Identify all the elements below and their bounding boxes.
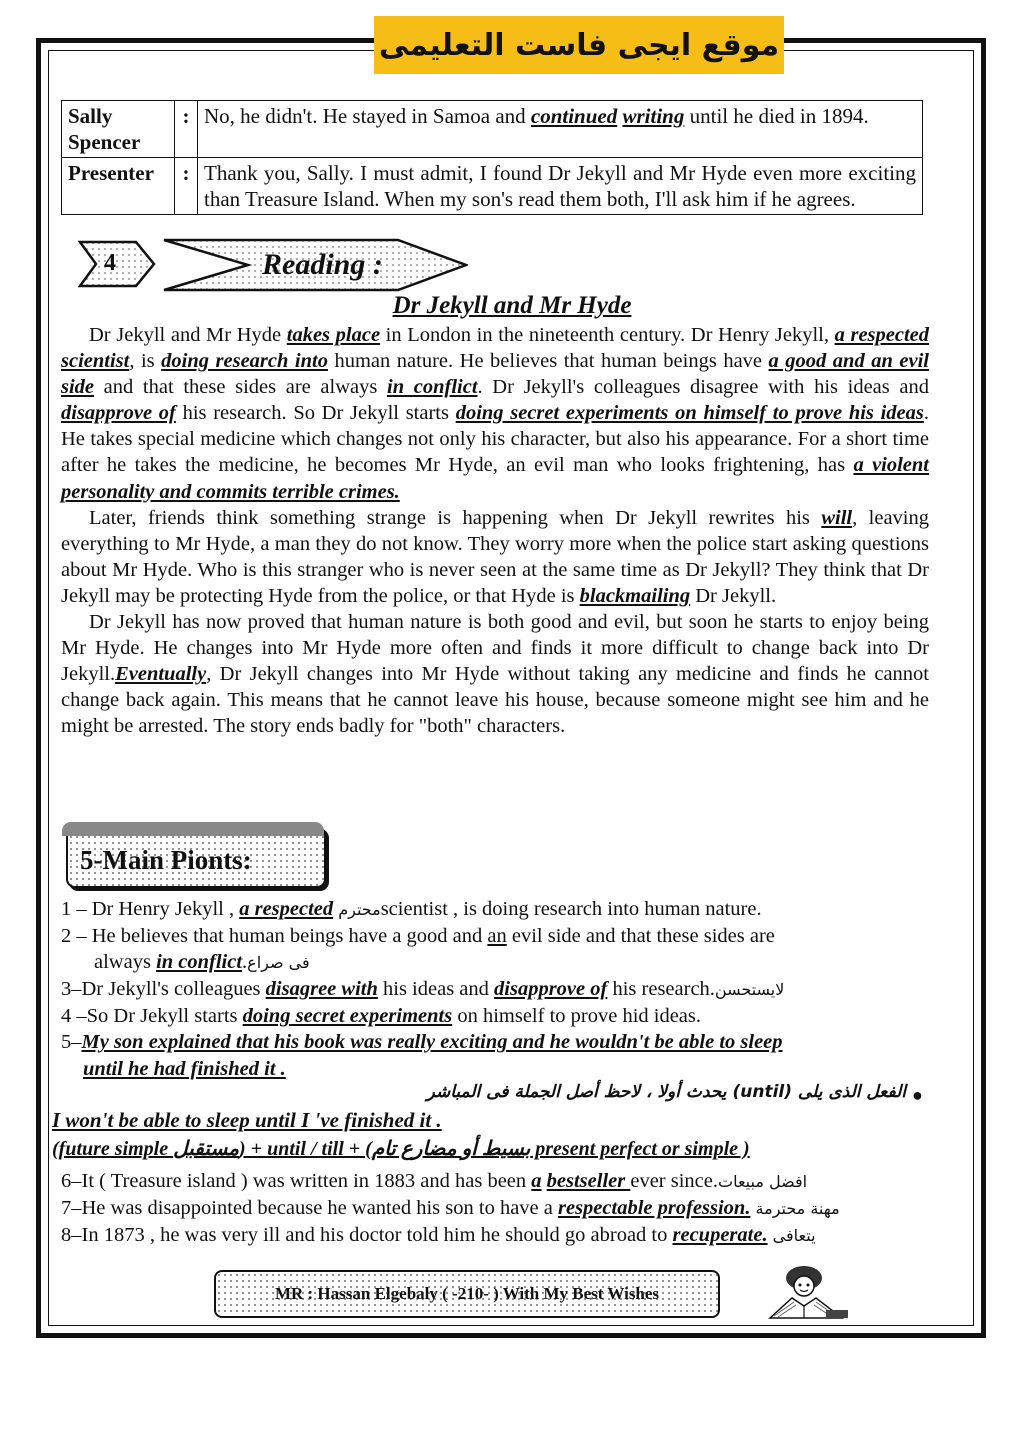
- grammar-rule-arabic: الفعل الذى يلى (until) يحدث أولا ، لاحظ أصل الجملة فى المباشر: [426, 1082, 906, 1102]
- list-item-continued: always in conflict.فى صراع: [94, 951, 310, 974]
- dialogue-table: [61, 100, 923, 215]
- paragraph: Dr Jekyll has now proved that human nature is both good and evil, but soon he starts to enjoy being Mr Hyde. He changes into Mr Hyde more often and finds it more difficult to change back into Dr Jekyll.Eventually, Dr Jekyll changes into Mr Hyde without taking any medicine and finds he cannot change back again. This means that he cannot leave his house, because someone might see him and he might be arrested. The story ends badly for "both" characters.: [61, 611, 929, 738]
- colon: :: [175, 158, 198, 215]
- grammar-example: I won't be able to sleep until I 've finished it .: [52, 1108, 442, 1132]
- section-heading: Reading :: [262, 248, 383, 281]
- table-row: [62, 101, 923, 158]
- speech-text: Thank you, Sally. I must admit, I found Dr Jekyll and Mr Hyde even more exciting than Treasure Island. When my son's read them both, I'll ask him if he agrees.: [198, 158, 923, 215]
- table-row: [62, 158, 923, 215]
- speaker-name: Presenter: [62, 158, 175, 215]
- bullet-icon: ●: [912, 1085, 923, 1105]
- list-item: 5–My son explained that his book was really exciting and he wouldn't be able to sleep: [61, 1031, 783, 1054]
- list-item: 1 – Dr Henry Jekyll , a respected محترمscientist , is doing research into human nature.: [61, 898, 762, 920]
- paragraph: Dr Jekyll and Mr Hyde takes place in London in the nineteenth century. Dr Henry Jekyll, a respected scientist, is doing research into human nature. He believes that human beings have a good and an evil side and that these sides are always in conflict. Dr Jekyll's colleagues disagree with his ideas and disapprove of his research. So Dr Jekyll starts doing secret experiments on himself to prove his ideas. He takes special medicine which changes not only his character, but also his appearance. For a short time after he takes the medicine, he becomes Mr Hyde, an evil man who looks frightening, has a violent personality and commits terrible crimes.: [61, 324, 930, 503]
- main-points-list-2: [61, 1168, 941, 1249]
- list-item: 8–In 1873 , he was very ill and his doctor told him he should go abroad to recuperate. يتعافى: [61, 1224, 816, 1247]
- list-item-continued: until he had finished it .: [83, 1057, 286, 1080]
- list-item: 3–Dr Jekyll's colleagues disagree with his ideas and disapprove of his research.لايستحسن: [61, 978, 785, 1001]
- site-banner: موقع ايجى فاست التعليمى: [374, 16, 784, 74]
- speaker-name: Sally Spencer: [62, 101, 175, 158]
- main-points-heading: 5-Main Pionts:: [80, 845, 252, 875]
- section-number-chevron: [78, 240, 156, 288]
- grammar-formula: (future simple مستقبل) + until / till + (بسيط أو مضارع تام present perfect or simple ): [52, 1138, 750, 1160]
- list-item: 7–He was disappointed because he wanted his son to have a respectable profession. مهنة محترمة: [61, 1197, 840, 1220]
- story-title: Dr Jekyll and Mr Hyde: [392, 292, 632, 319]
- reading-passage: [61, 322, 929, 740]
- paragraph: Later, friends think something strange is happening when Dr Jekyll rewrites his will, leaving everything to Mr Hyde, a man they do not know. They worry more when the police start asking questions about Mr Hyde. Who is this stranger who is never seen at the same time as Dr Jekyll? They think that Dr Jekyll may be protecting Hyde from the police, or that Hyde is blackmailing Dr Jekyll.: [61, 506, 929, 607]
- list-item: 6–It ( Treasure island ) was written in 1883 and has been a bestseller ever since.افضل مبيعات: [61, 1170, 808, 1192]
- footer-signature: MR : Hassan Elgebaly ( -210- ) With My Best Wishes: [214, 1270, 720, 1318]
- section-number: 4: [104, 250, 116, 276]
- list-item: 2 – He believes that human beings have a good and an evil side and that these sides are: [61, 925, 775, 948]
- speech-text: No, he didn't. He stayed in Samoa and continued writing until he died in 1894.: [198, 101, 923, 158]
- list-item: 4 –So Dr Jekyll starts doing secret experiments on himself to prove hid ideas.: [61, 1005, 702, 1028]
- main-points-list: [61, 896, 929, 1082]
- reading-child-icon: [756, 1262, 852, 1320]
- main-points-heading-shade: [62, 822, 324, 836]
- colon: :: [175, 101, 198, 158]
